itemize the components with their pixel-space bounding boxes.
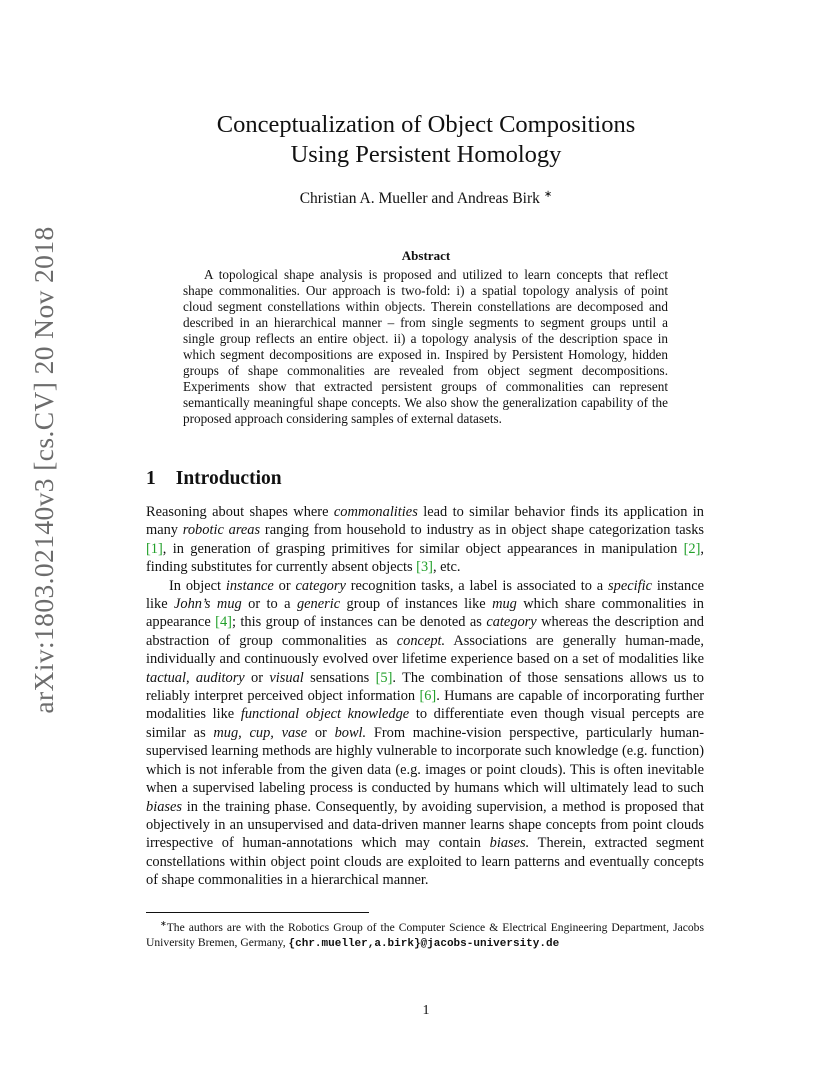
- intro-paragraph-1: [146, 503, 704, 577]
- text-run: or: [307, 724, 335, 741]
- citation-link[interactable]: [4]: [215, 614, 232, 631]
- text-run: group of instances like: [340, 596, 493, 613]
- title-line-2: Using Persistent Homology: [290, 141, 562, 168]
- text-run: to differentiate even though visual percepts are similar as: [146, 706, 704, 741]
- citation-link[interactable]: [3]: [416, 559, 433, 576]
- text-run: Reasoning about shapes where: [146, 504, 334, 520]
- emphasis: category: [486, 614, 537, 631]
- footnote: [146, 916, 704, 953]
- text-run: sensations: [303, 669, 376, 686]
- footnote-mark: ∗: [160, 919, 167, 928]
- text-run: which share commonalities in appearance: [146, 596, 704, 631]
- abstract-heading: Abstract: [401, 248, 451, 263]
- text-run: ranging from household to industry as in object shape categorization tasks: [260, 522, 705, 539]
- emphasis: tactual: [146, 669, 186, 686]
- arxiv-identifier: arXiv:1803.02140v3 [cs.CV] 20 Nov 2018: [28, 226, 59, 714]
- emphasis: functional object knowledge: [240, 706, 410, 723]
- text-run: . Humans are capable of incorporating further modalities like: [146, 688, 704, 723]
- citation-link[interactable]: [2]: [683, 540, 701, 557]
- abstract-text: A topological shape analysis is proposed and utilized to learn concepts that reflect shape commonalities. Our approach is two-fold: i) a spatial topology analysis of point cloud segment constellations within objects. Therein constellations are decomposed and described in an hierarchical manner – from single segments to segment groups until a single group reflects an entire object. ii) a topology analysis of the description space in which segment decompositions are exposed in. Inspired by Persistent Homology, hidden groups of shape commonalities are revealed from object segment decompositions. Experiments show that extracted persistent groups of commonalities can represent semantically meaningful shape concepts. We also show the generalization capability of the proposed approach considering samples of external datasets.: [183, 267, 668, 426]
- emphasis: John’s mug: [174, 596, 242, 613]
- citation-link[interactable]: [6]: [419, 688, 437, 705]
- author-footnote-mark: ∗: [543, 189, 553, 200]
- emphasis: robotic areas: [182, 522, 261, 539]
- text-run: From machine-vision perspective, particularly human-supervised learning methods are highly vulnerable to incorporate such knowledge (e.g. function) which is not inferable from the given data (e.g. images or point clouds). This is often inevitable when a supervised labeling process is conducted by humans which will ultimately lead to such: [146, 724, 705, 797]
- author-names: Christian A. Mueller and Andreas Birk: [299, 190, 540, 207]
- text-run: . The combination of those sensations allows us to reliably interpret perceived object information: [146, 669, 704, 705]
- emphasis: mug, cup, vase: [213, 724, 308, 741]
- emphasis: mug: [492, 596, 517, 613]
- emphasis: biases: [146, 798, 182, 815]
- emphasis: generic: [296, 596, 341, 613]
- text-run: in the training phase. Consequently, by avoiding supervision, a method is proposed that objectively in an unsupervised and data-driven manner learns shape concepts from point clouds irrespective of human-annotations which may contain: [146, 798, 704, 852]
- text-run: ; this group of instances can be denoted as: [231, 614, 487, 631]
- title-line-1: Conceptualization of Object Compositions: [216, 111, 636, 138]
- paper-title: [126, 110, 726, 170]
- author-email: {chr.mueller,a.birk}@jacobs-university.de: [288, 938, 560, 951]
- emphasis: bowl.: [334, 724, 367, 741]
- text-run: or: [273, 577, 296, 594]
- section-number: 1: [146, 468, 156, 489]
- emphasis: commonalities: [333, 504, 418, 520]
- emphasis: specific: [608, 577, 652, 594]
- text-run: whereas the description and abstraction of group commonalities as: [146, 614, 704, 649]
- text-run: Therein, extracted segment constellations within object point clouds are exploited to learn patterns and eventually concepts of shape commonalities in a hierarchical manner.: [146, 835, 704, 889]
- section-title: Introduction: [175, 468, 282, 489]
- emphasis: auditory: [195, 669, 245, 686]
- citation-link[interactable]: [5]: [375, 669, 393, 686]
- page-number: 1: [422, 1003, 430, 1018]
- text-run: , in generation of grasping primitives for similar object appearances in manipulation: [162, 540, 684, 557]
- emphasis: instance: [225, 577, 274, 594]
- text-run: , finding substitutes for currently absent objects: [146, 540, 704, 576]
- footnote-text: The authors are with the Robotics Group of the Computer Science & Electrical Engineering Department, Jacobs University Bremen, Germany,: [146, 920, 704, 950]
- text-run: , etc.: [432, 559, 461, 576]
- introduction-body: [146, 503, 704, 890]
- emphasis: visual: [269, 669, 304, 686]
- text-run: Associations are generally human-made, individually and continuously evolved over lifetime experience based on a set of modalities like: [146, 632, 704, 668]
- intro-paragraph-2: [146, 577, 704, 890]
- text-run: In object: [169, 577, 226, 594]
- text-run: or to a: [241, 596, 297, 613]
- emphasis: biases.: [489, 835, 530, 852]
- emphasis: category: [295, 577, 346, 594]
- text-run: lead to similar behavior finds its application in many: [146, 504, 704, 539]
- text-run: instance like: [146, 577, 704, 613]
- section-heading: [146, 468, 282, 490]
- text-run: ,: [185, 669, 196, 686]
- author-list: [126, 189, 726, 208]
- emphasis: concept.: [396, 632, 446, 649]
- text-run: recognition tasks, a label is associated to a: [345, 577, 609, 594]
- citation-link[interactable]: [1]: [146, 540, 163, 557]
- footnote-divider: [146, 912, 369, 913]
- text-run: or: [244, 669, 270, 686]
